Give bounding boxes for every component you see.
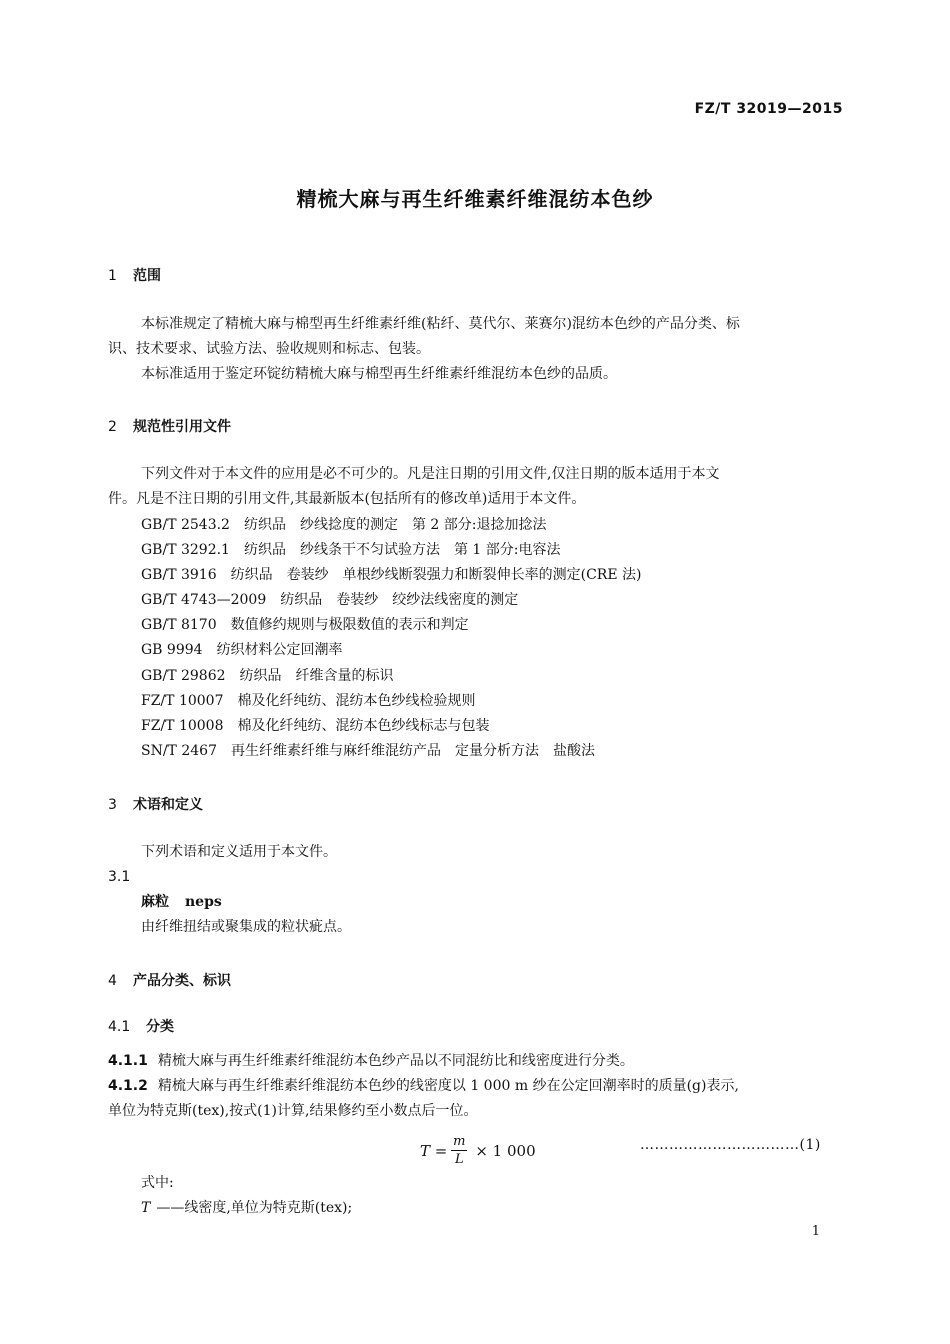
clause-4-1-1 bbox=[108, 1049, 634, 1074]
fraction-numerator: m bbox=[453, 1134, 466, 1149]
reference-title: 纺织品 纤维含量的标识 bbox=[239, 667, 394, 684]
scope-paragraph-line-1: 本标准规定了精梳大麻与棉型再生纤维素纤维(粘纤、莫代尔、莱赛尔)混纺本色纱的产品分类、标 bbox=[141, 316, 740, 332]
section-number: 1 bbox=[108, 268, 117, 284]
reference-code: GB/T 8170 bbox=[141, 617, 217, 634]
references-intro-line-1: 下列文件对于本文件的应用是必不可少的。凡是注日期的引用文件,仅注日期的版本适用于本文 bbox=[141, 466, 720, 482]
term-english: neps bbox=[185, 894, 222, 910]
formula-fraction bbox=[451, 1134, 467, 1167]
subsection-number: 4.1 bbox=[108, 1019, 131, 1035]
reference-item bbox=[141, 664, 641, 689]
reference-code: FZ/T 10007 bbox=[141, 692, 224, 709]
reference-title: 棉及化纤纯纺、混纺本色纱线检验规则 bbox=[237, 692, 476, 709]
reference-code: SN/T 2467 bbox=[141, 742, 217, 759]
formula-1 bbox=[420, 1134, 536, 1167]
section-title: 范围 bbox=[133, 268, 161, 284]
section-title: 规范性引用文件 bbox=[133, 419, 231, 435]
reference-code: GB/T 4743—2009 bbox=[141, 592, 267, 609]
reference-list bbox=[141, 513, 641, 764]
reference-item bbox=[141, 739, 641, 764]
section-4-heading bbox=[108, 970, 231, 990]
reference-code: GB/T 3292.1 bbox=[141, 542, 230, 559]
clause-number: 4.1.2 bbox=[108, 1078, 148, 1094]
section-number: 3 bbox=[108, 797, 117, 813]
variable-symbol: T bbox=[141, 1200, 151, 1216]
section-3-heading bbox=[108, 794, 203, 814]
reference-title: 纺织品 卷装纱 单根纱线断裂强力和断裂伸长率的测定(CRE 法) bbox=[230, 567, 642, 584]
equation-number: ……………………………(1) bbox=[640, 1137, 821, 1153]
reference-item bbox=[141, 613, 641, 638]
reference-item bbox=[141, 588, 641, 613]
reference-title: 数值修约规则与极限数值的表示和判定 bbox=[230, 617, 469, 634]
section-title: 产品分类、标识 bbox=[133, 973, 231, 989]
terms-intro: 下列术语和定义适用于本文件。 bbox=[141, 844, 337, 860]
reference-code: GB/T 2543.2 bbox=[141, 517, 230, 533]
variable-description: ——线密度,单位为特克斯(tex); bbox=[156, 1200, 353, 1216]
scope-paragraph-line-2: 识、技术要求、试验方法、验收规则和标志、包装。 bbox=[108, 341, 430, 357]
clause-text: 精梳大麻与再生纤维素纤维混纺本色纱产品以不同混纺比和线密度进行分类。 bbox=[157, 1053, 634, 1069]
reference-title: 纺织品 纱线条干不匀试验方法 第 1 部分:电容法 bbox=[243, 542, 561, 559]
reference-title: 棉及化纤纯纺、混纺本色纱线标志与包装 bbox=[237, 717, 490, 734]
term-entry bbox=[141, 890, 222, 915]
subsection-title: 分类 bbox=[146, 1019, 174, 1035]
standard-code: FZ/T 32019—2015 bbox=[694, 101, 843, 117]
clause-4-1-2-line-2: 单位为特克斯(tex),按式(1)计算,结果修约至小数点后一位。 bbox=[108, 1103, 478, 1119]
where-label: 式中: bbox=[141, 1175, 174, 1191]
subsection-4-1-heading bbox=[108, 1016, 174, 1036]
term-number: 3.1 bbox=[108, 869, 131, 885]
fraction-bar bbox=[451, 1150, 467, 1151]
variable-definition bbox=[141, 1196, 352, 1221]
formula-rhs: × 1 000 bbox=[475, 1141, 536, 1160]
section-1-heading bbox=[108, 265, 161, 285]
reference-item bbox=[141, 513, 641, 538]
reference-title: 纺织品 纱线捻度的测定 第 2 部分:退捻加捻法 bbox=[243, 517, 547, 533]
term-definition: 由纤维扭结或聚集成的粒状疵点。 bbox=[141, 919, 351, 935]
reference-code: FZ/T 10008 bbox=[141, 717, 224, 734]
fraction-denominator: L bbox=[455, 1152, 464, 1167]
section-number: 2 bbox=[108, 419, 117, 435]
section-title: 术语和定义 bbox=[133, 797, 203, 813]
reference-title: 纺织材料公定回潮率 bbox=[216, 642, 343, 659]
reference-title: 再生纤维素纤维与麻纤维混纺产品 定量分析方法 盐酸法 bbox=[230, 742, 595, 759]
clause-number: 4.1.1 bbox=[108, 1053, 148, 1069]
formula-lhs: T = bbox=[420, 1141, 448, 1160]
reference-item bbox=[141, 563, 641, 588]
section-2-heading bbox=[108, 416, 231, 436]
reference-item bbox=[141, 689, 641, 714]
term-chinese: 麻粒 bbox=[141, 894, 169, 910]
clause-text: 精梳大麻与再生纤维素纤维混纺本色纱的线密度以 1 000 m 纱在公定回潮率时的质量(g)表示, bbox=[157, 1078, 739, 1094]
reference-item bbox=[141, 638, 641, 663]
page-number: 1 bbox=[811, 1224, 820, 1239]
scope-paragraph-2: 本标准适用于鉴定环锭纺精梳大麻与棉型再生纤维素纤维混纺本色纱的品质。 bbox=[141, 366, 617, 382]
reference-item bbox=[141, 714, 641, 739]
document-title: 精梳大麻与再生纤维素纤维混纺本色纱 bbox=[296, 187, 654, 211]
section-number: 4 bbox=[108, 973, 117, 989]
reference-title: 纺织品 卷装纱 绞纱法线密度的测定 bbox=[280, 592, 519, 609]
clause-4-1-2-line-1 bbox=[108, 1074, 739, 1099]
reference-code: GB 9994 bbox=[141, 642, 203, 659]
reference-code: GB/T 29862 bbox=[141, 667, 226, 684]
reference-code: GB/T 3916 bbox=[141, 567, 217, 584]
references-intro-line-2: 件。凡是不注日期的引用文件,其最新版本(包括所有的修改单)适用于本文件。 bbox=[108, 491, 586, 507]
reference-item bbox=[141, 538, 641, 563]
